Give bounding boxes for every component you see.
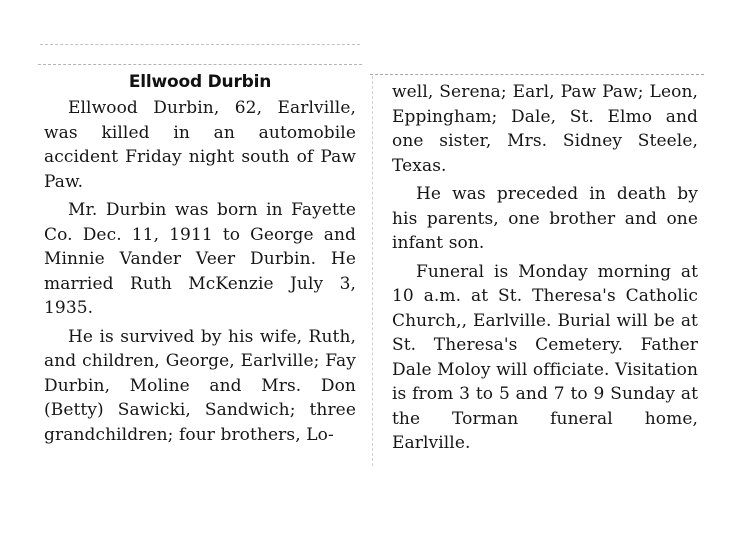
column-divider — [372, 76, 373, 466]
obituary-preceded-paragraph: He was preceded in death by his parents, one brother and one infant son. — [392, 184, 698, 253]
top-rule-left-lower — [38, 64, 362, 65]
obituary-paragraph-1: Ellwood Durbin, 62, Earlville, was killed in an automobile accident Friday night south of Paw Paw. — [44, 98, 356, 192]
obituary-paragraph-2: Mr. Durbin was born in Fayette Co. Dec. 11, 1911 to George and Minnie Vander Veer Durbin. He married Ruth McKenzie July 3, 1935. — [44, 200, 356, 318]
obituary-funeral-paragraph: Funeral is Monday morning at 10 a.m. at St. Theresa's Catholic Church,, Earlville. Burial will be at St. Theresa's Cemetery. Father Dale Moloy will officiate. Visitation is from 3 to 5 and 7 to 9 Sunday at the Torman funeral home, Earlville. — [392, 261, 698, 453]
top-rule-left — [40, 44, 360, 45]
top-rule-right — [370, 74, 704, 75]
obituary-paragraph-3: He is survived by his wife, Ruth, and children, George, Earlville; Fay Durbin, Moline and Mrs. Don (Betty) Sawicki, Sandwich; three grandchildren; four brothers, Lo- — [44, 326, 356, 445]
obituary-headline: Ellwood Durbin — [128, 72, 272, 92]
obituary-continuation: well, Serena; Earl, Paw Paw; Leon, Eppingham; Dale, St. Elmo and one sister, Mrs. Sidney Steele, Texas. — [392, 82, 698, 176]
obituary-left-column — [44, 70, 356, 451]
obituary-right-column — [392, 80, 698, 470]
